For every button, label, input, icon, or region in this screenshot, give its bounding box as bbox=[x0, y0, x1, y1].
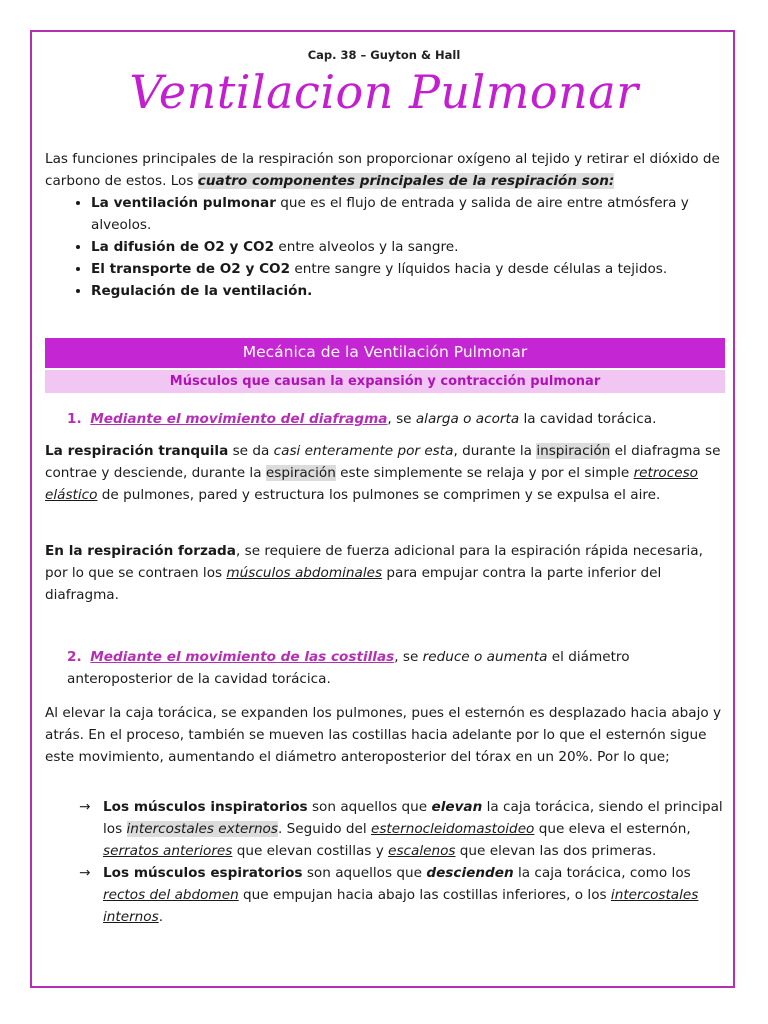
list-item: • El transporte de O2 y CO2 entre sangre y líquidos hacia y desde células a tejidos. bbox=[91, 258, 725, 280]
list-item: • La ventilación pulmonar que es el flujo de entrada y salida de aire entre atmósfera y alveolos. bbox=[91, 192, 725, 236]
list-item: → Los músculos inspiratorios son aquellos que elevan la caja torácica, siendo el principal los intercostales externos. Seguido del esternocleidomastoideo que eleva el esternón, serratos anteriores que elevan costillas y escalenos que elevan las dos primeras. bbox=[103, 796, 725, 862]
numbered-item-2: 2. Mediante el movimiento de las costillas, se reduce o aumenta el diámetro anteroposterior de la cavidad torácica. bbox=[67, 649, 630, 687]
item-link[interactable]: Mediante el movimiento del diafragma bbox=[90, 411, 388, 427]
intro-paragraph: Las funciones principales de la respiración son proporcionar oxígeno al tejido y retirar el dióxido de carbono de estos. Los cuatro componentes principales de la respiración son: bbox=[45, 151, 720, 189]
arrow-icon: → bbox=[79, 865, 91, 881]
numbered-item-1: 1. Mediante el movimiento del diafragma, se alarga o acorta la cavidad torácica. bbox=[67, 411, 657, 427]
paragraph-ribcage: Al elevar la caja torácica, se expanden los pulmones, pues el esternón es desplazado hacia abajo y atrás. En el proceso, también se mueven las costillas hacia adelante por lo que el esternón sigue este movimiento, aumentando el diámetro anteroposterior del tórax en un 20%. Por lo que; bbox=[45, 705, 722, 765]
page-title: Ventilacion Pulmonar bbox=[129, 65, 639, 119]
list-item: • La difusión de O2 y CO2 entre alveolos y la sangre. bbox=[91, 236, 725, 258]
intro-section bbox=[45, 148, 725, 302]
arrow-icon: → bbox=[79, 799, 91, 815]
list-item: → Los músculos espiratorios son aquellos que descienden la caja torácica, como los rectos del abdomen que empujan hacia abajo las costillas inferiores, o los intercostales internos. bbox=[103, 862, 725, 928]
paragraph-forced-breathing: En la respiración forzada, se requiere de fuerza adicional para la espiración rápida necesaria, por lo que se contraen los músculos abdominales para empujar contra la parte inferior del diafragma. bbox=[45, 543, 703, 603]
section-heading: Mecánica de la Ventilación Pulmonar bbox=[45, 338, 725, 368]
muscles-list bbox=[45, 796, 725, 928]
section-subheading: Músculos que causan la expansión y contracción pulmonar bbox=[45, 370, 725, 393]
item-link[interactable]: Mediante el movimiento de las costillas bbox=[90, 649, 395, 665]
highlighted-phrase: cuatro componentes principales de la respiración son: bbox=[197, 173, 615, 189]
paragraph-quiet-breathing: La respiración tranquila se da casi enteramente por esta, durante la inspiración el diafragma se contrae y desciende, durante la espiración este simplemente se relaja y por el simple retroceso elástico de pulmones, pared y estructura los pulmones se comprimen y se expulsa el aire. bbox=[45, 443, 721, 503]
chapter-reference: Cap. 38 – Guyton & Hall bbox=[307, 48, 461, 62]
list-item: • Regulación de la ventilación. bbox=[91, 280, 725, 302]
components-list bbox=[45, 192, 725, 302]
